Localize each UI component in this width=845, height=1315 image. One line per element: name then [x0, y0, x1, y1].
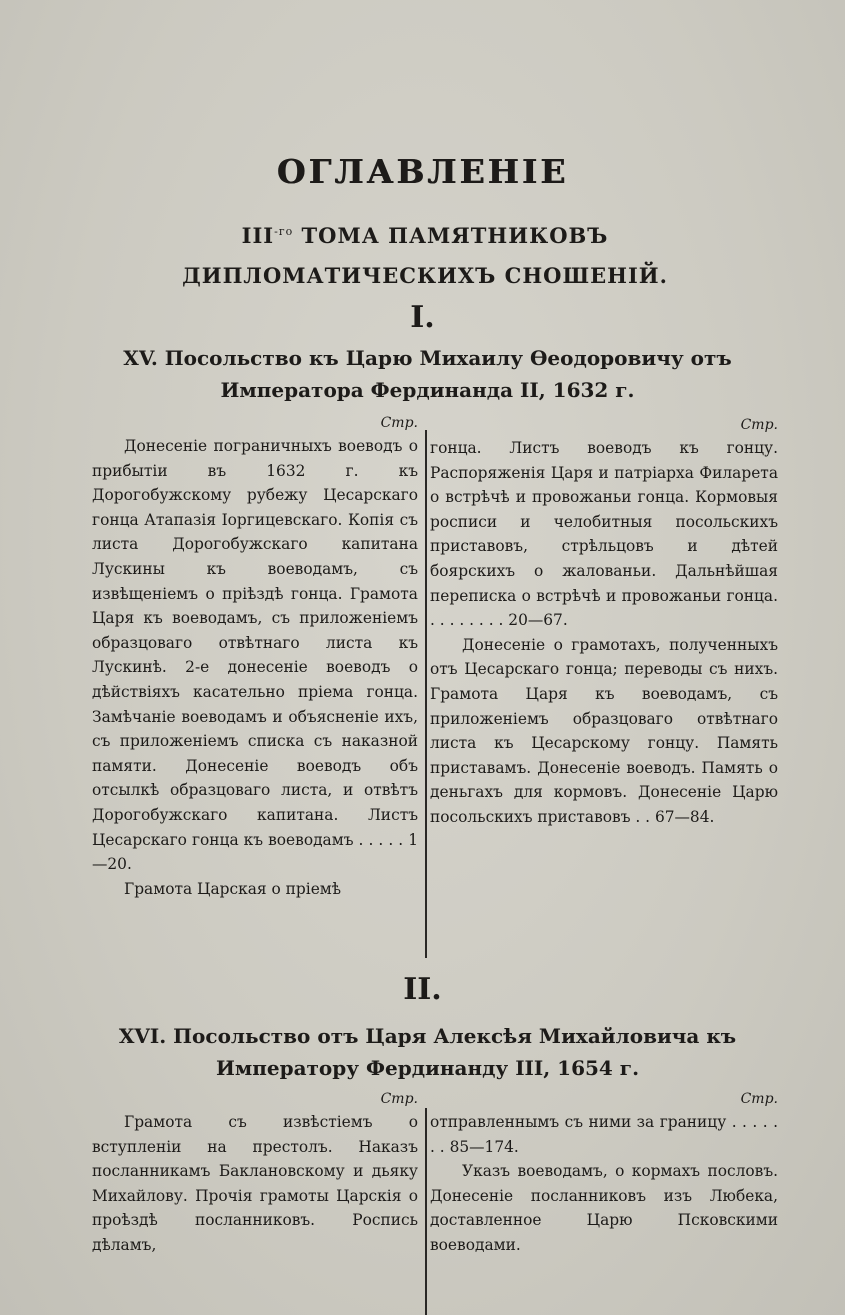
section-2-left-page-label: Стр. — [380, 1091, 418, 1107]
section-1-left-column — [92, 412, 418, 970]
section-1-right-page-label: Стр. — [740, 417, 778, 433]
volume-subtitle-text: ТОМА ПАМЯТНИКОВЪ ДИПЛОМАТИЧЕСКИХЪ СНОШЕНІЙ. — [182, 223, 668, 288]
volume-subtitle — [85, 212, 765, 296]
section-2-right-paragraph-1: отправленнымъ съ ними за границу . . . . . . . 85—174. — [430, 1113, 778, 1156]
section-2-right-column — [430, 1088, 778, 1315]
section-2-left-paragraph-1: Грамота съ извѣстіемъ о вступленіи на престолъ. Наказъ посланникамъ Баклановскому и дьяку Михайлову. Прочія грамоты Царскія о проѣздѣ посланниковъ. Роспись дѣламъ, — [92, 1113, 418, 1254]
section-1-left-page-label: Стр. — [380, 415, 418, 431]
volume-suffix: -го — [274, 225, 294, 238]
section-2-right-paragraph-2: Указъ воеводамъ, о кормахъ пословъ. Донесеніе посланниковъ изъ Любека, доставленное Царю Псковскими воеводами. — [430, 1162, 778, 1254]
bleed-through-text — [715, 0, 845, 120]
section-1-title: XV. Посольство къ Царю Михаилу Ѳеодоровичу отъ Императора Фердинанда II, 1632 г. — [123, 346, 732, 402]
section-2-column-divider — [425, 1108, 427, 1315]
volume-number: III — [241, 223, 275, 248]
section-1-right-paragraph-2: Донесеніе о грамотахъ, полученныхъ отъ Цесарскаго гонца; переводы съ нихъ. Грамота Царя къ воеводамъ, съ приложеніемъ образцоваго отвѣтнаго листа къ Цесарскому гонцу. Память приставамъ. Донесеніе воеводъ. Память о деньгахъ для кормовъ. Донесеніе Царю посольскихъ приставовъ . . 67—84. — [430, 635, 778, 826]
section-1-left-paragraph-2: Грамота Царская о пріемѣ — [124, 879, 342, 898]
section-2-title: XVI. Посольство отъ Царя Алексѣя Михайловича къ Императору Фердинанду III, 1654 г. — [118, 1024, 737, 1080]
section-1-column-divider — [425, 430, 427, 958]
section-1-left-paragraph-1: Донесеніе пограничныхъ воеводъ о прибытіи въ 1632 г. къ Дорогобужскому рубежу Цесарскаго гонца Атапазія Іоргицевскаго. Копія съ листа Дорогобужскаго капитана Лускины къ воеводамъ, съ извѣщеніемъ о пріѣздѣ гонца. Грамота Царя къ воеводамъ, съ приложеніемъ образцоваго отвѣтнаго листа къ Лускинѣ. 2-е донесеніе воеводъ о дѣйствіяхъ касательно пріема гонца. Замѣчаніе воеводамъ и объясненіе ихъ, съ приложеніемъ списка съ наказной памяти. Донесеніе воеводъ объ отсылкѣ образцоваго листа, и отвѣтъ Дорогобужскаго капитана. Листъ Цесарскаго гонца къ воеводамъ . . . . . 1—20. — [92, 437, 418, 874]
page-title: ОГЛАВЛЕНІЕ — [276, 152, 569, 191]
section-2-numeral: II. — [403, 972, 442, 1007]
section-2-left-column — [92, 1088, 418, 1315]
section-1-numeral: I. — [410, 300, 435, 335]
section-1-right-paragraph-1: гонца. Листъ воеводъ къ гонцу. Распоряженія Царя и патріарха Филарета о встрѣчѣ и провожаньи гонца. Кормовыя росписи и челобитныя посольскихъ приставовъ, стрѣльцовъ и дѣтей боярскихъ о жалованьи. Дальнѣйшая переписка о встрѣчѣ и провожаньи гонца. . . . . . . . . 20—67. — [430, 439, 778, 630]
section-2-right-page-label: Стр. — [740, 1091, 778, 1107]
section-1-right-column — [430, 414, 778, 934]
